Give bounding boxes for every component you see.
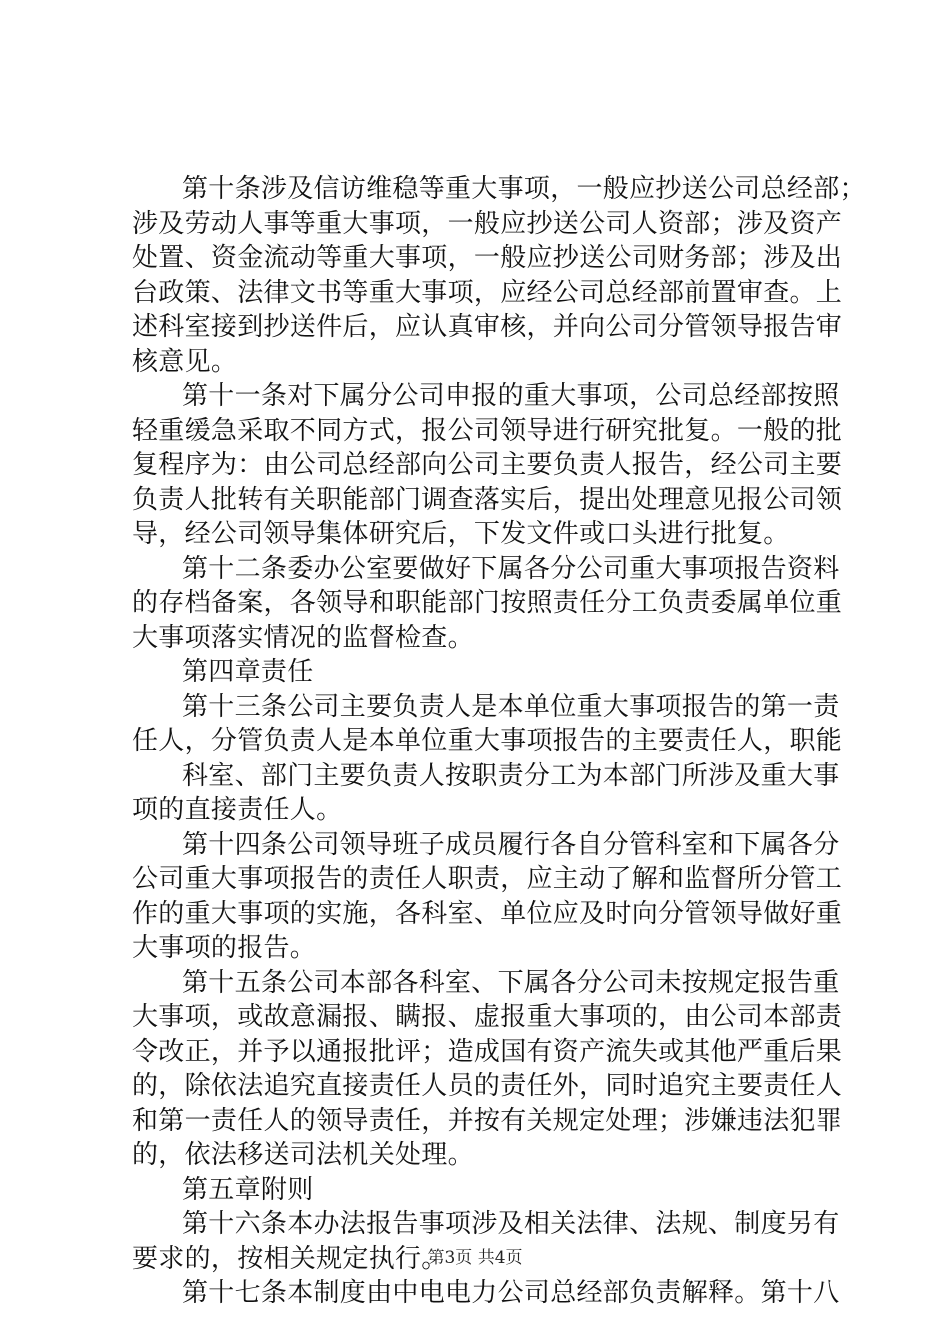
text-line: 要求的，按相关规定执行。 bbox=[132, 1243, 448, 1274]
text-line: 任人，分管负责人是本单位重大事项报告的主要责任人，职能 bbox=[132, 726, 843, 756]
text-line: 大事项的报告。 bbox=[132, 933, 317, 963]
text-line: 的，除依法追究直接责任人员的责任外，同时追究主要责任人 bbox=[132, 1071, 843, 1101]
text-line: 科室、部门主要负责人按职责分工为本部门所涉及重大事 bbox=[182, 760, 840, 791]
text-line: 核意见。 bbox=[132, 346, 238, 377]
text-line: 第十二条委办公室要做好下属各分公司重大事项报告资料 bbox=[182, 553, 840, 584]
text-line: 第十一条对下属分公司申报的重大事项，公司总经部按照 bbox=[182, 381, 840, 411]
text-line: 第十五条公司本部各科室、下属各分公司未按规定报告重 bbox=[182, 967, 840, 998]
chapter-heading: 第四章责任 bbox=[182, 657, 314, 687]
text-line: 第十六条本办法报告事项涉及相关法律、法规、制度另有 bbox=[182, 1209, 840, 1239]
text-line: 涉及劳动人事等重大事项，一般应抄送公司人资部；涉及资产 bbox=[132, 208, 843, 239]
text-line: 复程序为：由公司总经部向公司主要负责人报告，经公司主要 bbox=[132, 450, 843, 480]
text-line: 负责人批转有关职能部门调查落实后，提出处理意见报公司领 bbox=[132, 484, 843, 515]
page-number: 第3页 共4页 bbox=[427, 1248, 523, 1268]
text-line: 处置、资金流动等重大事项，一般应抄送公司财务部；涉及出 bbox=[132, 243, 843, 273]
text-line: 的存档备案，各领导和职能部门按照责任分工负责委属单位重 bbox=[132, 588, 843, 618]
text-line: 大事项，或故意漏报、瞒报、虚报重大事项的，由公司本部责 bbox=[132, 1002, 843, 1032]
text-line: 和第一责任人的领导责任，并按有关规定处理；涉嫌违法犯罪 bbox=[132, 1105, 843, 1136]
text-line: 述科室接到抄送件后，应认真审核，并向公司分管领导报告审 bbox=[132, 312, 843, 342]
document-body bbox=[132, 172, 866, 1311]
text-line: 大事项落实情况的监督检查。 bbox=[132, 622, 474, 653]
text-line: 公司重大事项报告的责任人职责，应主动了解和监督所分管工 bbox=[132, 864, 843, 894]
text-line: 令改正，并予以通报批评；造成国有资产流失或其他严重后果 bbox=[132, 1036, 843, 1067]
text-line: 的，依法移送司法机关处理。 bbox=[132, 1140, 474, 1170]
text-line: 第十三条公司主要负责人是本单位重大事项报告的第一责 bbox=[182, 691, 840, 722]
text-line: 第十四条公司领导班子成员履行各自分管科室和下属各分 bbox=[182, 829, 840, 860]
text-line: 第十七条本制度由中电电力公司总经部负责解释。第十八 bbox=[182, 1278, 840, 1308]
text-line: 台政策、法律文书等重大事项，应经公司总经部前置审查。上 bbox=[132, 277, 843, 308]
text-line: 第十条涉及信访维稳等重大事项，一般应抄送公司总经部； bbox=[182, 174, 866, 204]
text-line: 轻重缓急采取不同方式，报公司领导进行研究批复。一般的批 bbox=[132, 415, 843, 446]
text-line: 项的直接责任人。 bbox=[132, 795, 343, 825]
text-line: 导，经公司领导集体研究后，下发文件或口头进行批复。 bbox=[132, 519, 790, 549]
text-line: 作的重大事项的实施，各科室、单位应及时向分管领导做好重 bbox=[132, 898, 843, 929]
chapter-heading: 第五章附则 bbox=[182, 1174, 314, 1205]
